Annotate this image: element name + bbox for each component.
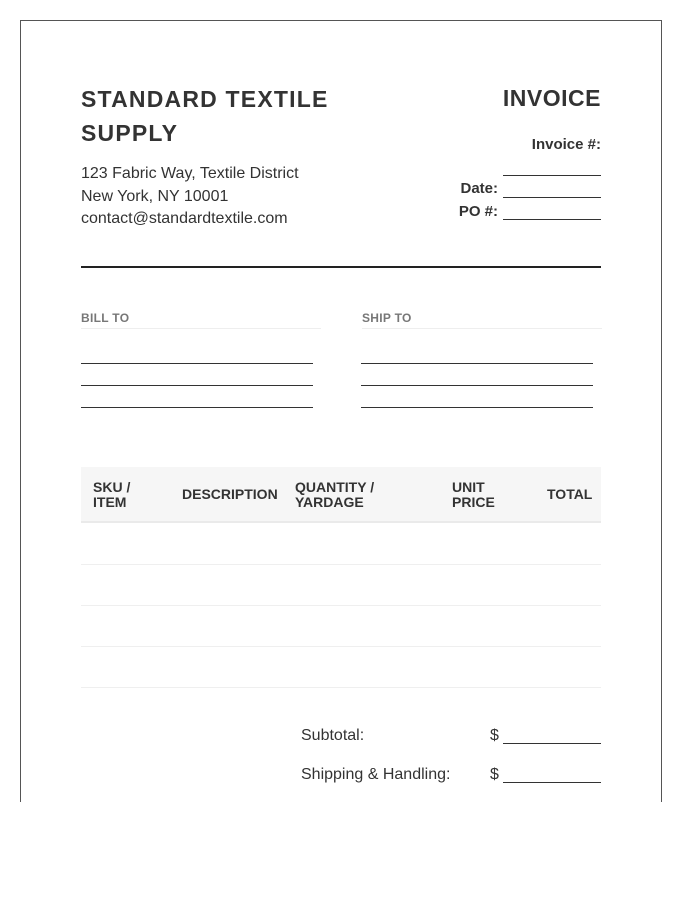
bill-to-line-3[interactable] bbox=[81, 407, 313, 408]
column-header-quantity bbox=[295, 480, 374, 510]
invoice-title: INVOICE bbox=[502, 85, 601, 111]
company-address-line2: New York, NY 10001 bbox=[81, 188, 229, 205]
bill-to-divider bbox=[81, 328, 321, 329]
company-name bbox=[81, 82, 381, 150]
column-header-sku-line1: SKU / bbox=[93, 479, 131, 495]
table-row[interactable] bbox=[81, 646, 601, 647]
date-field[interactable] bbox=[503, 197, 601, 198]
shipping-label: Shipping & Handling: bbox=[301, 766, 451, 783]
column-header-description: DESCRIPTION bbox=[182, 486, 278, 502]
invoice-number-field[interactable] bbox=[503, 175, 601, 176]
column-header-total: TOTAL bbox=[547, 486, 593, 502]
column-header-sku-line2: ITEM bbox=[93, 494, 127, 510]
column-header-sku bbox=[93, 480, 130, 510]
date-label: Date: bbox=[460, 180, 498, 197]
subtotal-label: Subtotal: bbox=[301, 727, 365, 744]
column-header-quantity-line1: QUANTITY / bbox=[295, 479, 375, 495]
ship-to-line-3[interactable] bbox=[361, 407, 593, 408]
ship-to-label: SHIP TO bbox=[362, 311, 412, 325]
invoice-number-label: Invoice #: bbox=[531, 136, 601, 153]
ship-to-divider bbox=[362, 328, 602, 329]
po-label: PO #: bbox=[458, 203, 498, 220]
po-field[interactable] bbox=[503, 219, 601, 220]
table-row[interactable] bbox=[81, 564, 601, 565]
bill-to-line-1[interactable] bbox=[81, 363, 313, 364]
shipping-currency: $ bbox=[490, 766, 499, 783]
shipping-field[interactable] bbox=[503, 782, 601, 783]
bill-to-label: BILL TO bbox=[81, 311, 130, 325]
company-address-line1: 123 Fabric Way, Textile District bbox=[81, 165, 299, 182]
ship-to-line-2[interactable] bbox=[361, 385, 593, 386]
header-divider bbox=[81, 266, 601, 268]
column-header-unit-price-line2: PRICE bbox=[452, 494, 495, 510]
column-header-quantity-line2: YARDAGE bbox=[295, 494, 364, 510]
company-email: contact@standardtextile.com bbox=[81, 210, 288, 227]
company-name-line1: STANDARD TEXTILE bbox=[81, 86, 329, 112]
column-header-unit-price-line1: UNIT bbox=[452, 479, 485, 495]
subtotal-field[interactable] bbox=[503, 743, 601, 744]
subtotal-currency: $ bbox=[490, 727, 499, 744]
bill-to-line-2[interactable] bbox=[81, 385, 313, 386]
table-row[interactable] bbox=[81, 687, 601, 688]
column-header-unit-price bbox=[452, 480, 495, 510]
company-name-line2: SUPPLY bbox=[81, 120, 179, 146]
ship-to-line-1[interactable] bbox=[361, 363, 593, 364]
table-row[interactable] bbox=[81, 605, 601, 606]
items-table-header bbox=[81, 467, 601, 523]
